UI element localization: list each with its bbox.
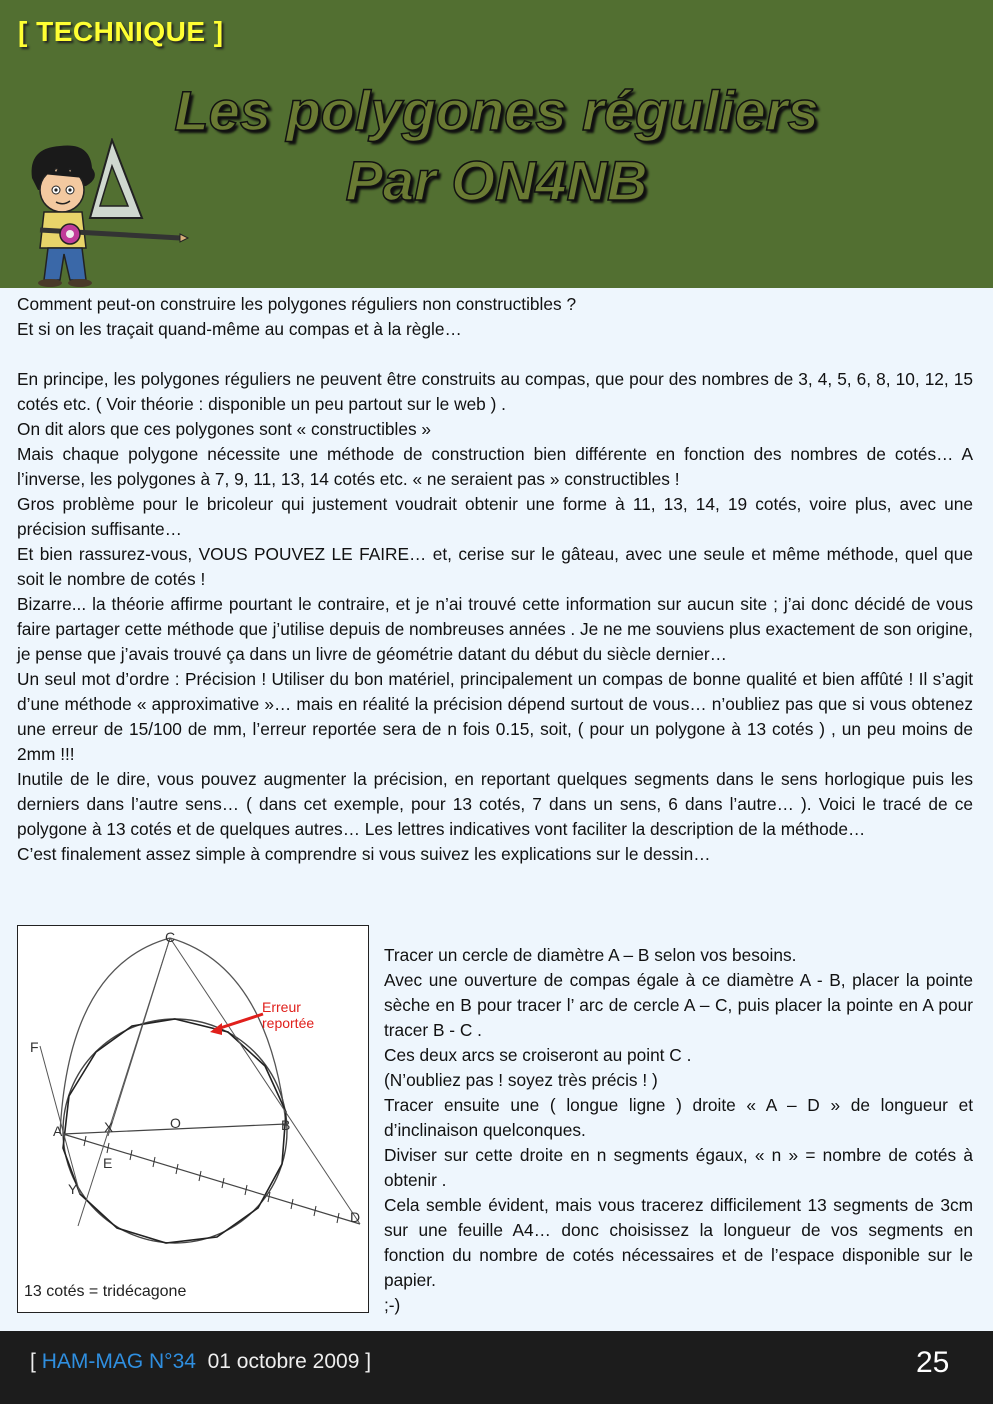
instruction-line: Diviser sur cette droite en n segments égaux, « n » = nombre de cotés à obtenir .: [384, 1145, 973, 1190]
paragraph: Bizarre... la théorie affirme pourtant le contraire, et je n’ai trouvé cette information sur aucun site ; j’ai donc décidé de vous faire partager cette méthode que j’utilise depuis de nombreuses années . Je ne me souviens plus exactement de son origine, je pense que j’avais trouvé ça dans un livre de géométrie datant du début du siècle dernier…: [17, 594, 973, 664]
paragraph: En principe, les polygones réguliers ne peuvent être construits au compas, que pour des nombres de 3, 4, 5, 6, 8, 10, 12, 15 cotés etc. ( Voir théorie : disponible un peu partout sur le web ) .: [17, 369, 973, 414]
label-e: E: [103, 1155, 113, 1171]
instruction-line: Avec une ouverture de compas égale à ce diamètre A - B, placer la pointe sèche en B pour tracer l’ arc de cercle A – C, puis placer la pointe en A pour tracer B - C .: [384, 970, 973, 1040]
paragraph: Un seul mot d’ordre : Précision ! Utiliser du bon matériel, principalement un compas de bonne qualité et bien affûté ! Il s’agit d’une méthode « approximative »… mais en réalité la précision dépend surtout de vous… n’oubliez pas que si vous obtenez une erreur de 15/100 de mm, l’erreur reportée sera de n fois 0.15, soit, ( pour un polygone à 13 cotés ) , un peu moins de 2mm !!!: [17, 669, 973, 764]
construction-arc-bc: [170, 938, 286, 1124]
instruction-line: Cela semble évident, mais vous tracerez difficilement 13 segments de 3cm sur une feuille A4… donc choisissez la longueur de vos segments en fonction du nombre de cotés nécessaires et de l’espace disponible sur le papier.: [384, 1195, 973, 1290]
paragraph: Et bien rassurez-vous, VOUS POUVEZ LE FAIRE… et, cerise sur le gâteau, avec une seule et même méthode, quel que soit le nombre de cotés !: [17, 544, 973, 589]
label-f: F: [30, 1039, 39, 1055]
article-author: Par ON4NB: [345, 149, 648, 212]
label-c: C: [165, 929, 176, 945]
paragraph: C’est finalement assez simple à comprendre si vous suivez les explications sur le dessin…: [17, 844, 711, 864]
paragraph: On dit alors que ces polygones sont « constructibles »: [17, 419, 432, 439]
label-y: Y: [68, 1181, 78, 1197]
line-f: [40, 1046, 80, 1194]
line-ce: [78, 938, 170, 1226]
intro-line: Comment peut-on construire les polygones réguliers non constructibles ?: [17, 294, 577, 314]
instruction-line: Ces deux arcs se croiseront au point C .: [384, 1045, 692, 1065]
mascot-illustration: [20, 138, 190, 288]
instruction-line: Tracer ensuite une ( longue ligne ) droite « A – D » de longueur et d’inclinaison quelconques.: [384, 1095, 973, 1140]
page-number: 25: [916, 1346, 950, 1379]
instruction-line: (N’oubliez pas ! soyez très précis ! ): [384, 1070, 658, 1090]
label-x: X: [104, 1119, 114, 1135]
section-tag: [ TECHNIQUE ]: [18, 16, 224, 47]
instruction-line: Tracer un cercle de diamètre A – B selon vos besoins.: [384, 945, 797, 965]
instructions: [384, 943, 973, 1318]
article-body: [17, 292, 973, 867]
magazine-name: HAM-MAG N°34: [41, 1350, 196, 1373]
label-a: A: [53, 1123, 63, 1139]
label-d: D: [350, 1209, 361, 1225]
instruction-line: ;-): [384, 1295, 401, 1315]
tridecagon-figure: [17, 925, 369, 1313]
tridecagon: [63, 1019, 286, 1243]
figure-caption: 13 cotés = tridécagone: [24, 1283, 187, 1300]
error-label: Erreur: [262, 999, 301, 1015]
intro-line: Et si on les traçait quand-même au compas et à la règle…: [17, 319, 462, 339]
error-label: reportée: [262, 1015, 315, 1031]
footer-bracket: [: [30, 1350, 36, 1373]
footer-issue: [30, 1350, 371, 1374]
issue-date: 01 octobre 2009 ]: [207, 1350, 372, 1373]
line-cd: [170, 938, 360, 1224]
article-title: Les polygones réguliers: [174, 79, 819, 142]
paragraph: Gros problème pour le bricoleur qui justement voudrait obtenir une forme à 11, 13, 14, 19 cotés, voire plus, avec une précision suffisante…: [17, 494, 973, 539]
paragraph: Inutile de le dire, vous pouvez augmenter la précision, en reportant quelques segments dans le sens horlogique puis les derniers dans l’autre sens… ( dans cet exemple, pour 13 cotés, 7 dans un sens, 6 dans l’autre… ). Voici le tracé de ce polygone à 13 cotés et de quelques autres… Les lettres indicatives vont faciliter la description de la méthode…: [17, 769, 973, 839]
label-b: B: [281, 1117, 291, 1133]
paragraph: Mais chaque polygone nécessite une méthode de construction bien différente en fonction des nombres de cotés… A l’inverse, les polygones à 7, 9, 11, 13, 14 cotés etc. « ne seraient pas » constructibles !: [17, 444, 973, 489]
label-o: O: [170, 1115, 181, 1131]
